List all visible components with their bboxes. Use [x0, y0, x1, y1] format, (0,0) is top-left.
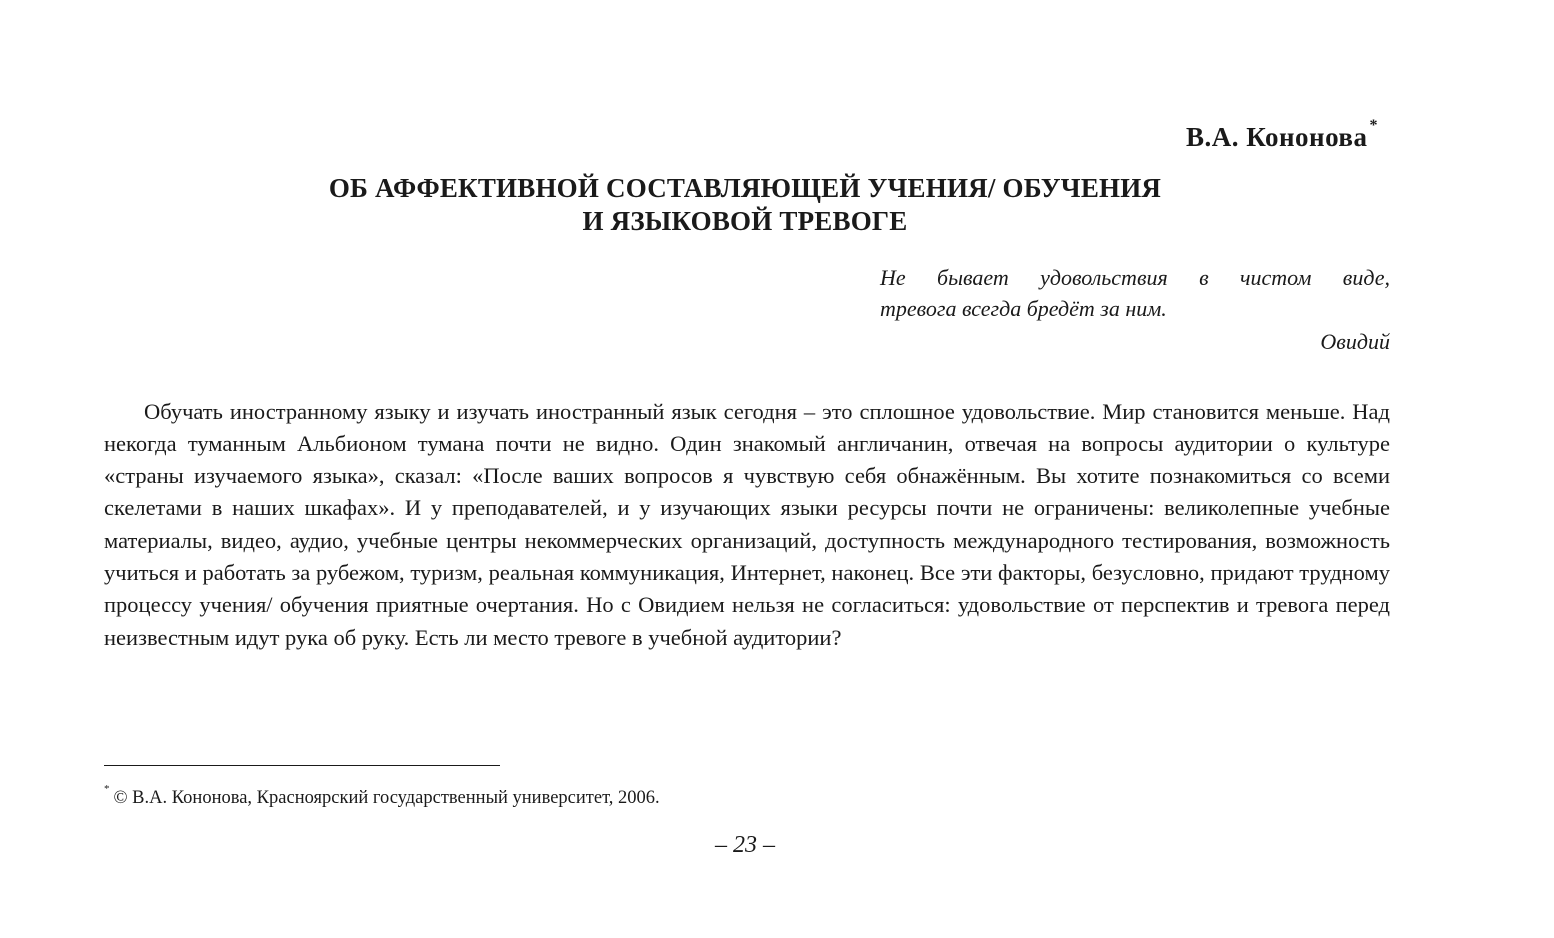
- footnote-text: © В.А. Кононова, Красноярский государственный университет, 2006.: [113, 788, 660, 809]
- epigraph-line-1: Не бывает удовольствия в чистом виде,: [880, 265, 1390, 290]
- author-footnote-mark[interactable]: *: [1369, 117, 1378, 134]
- article-title-line-1: ОБ АФФЕКТИВНОЙ СОСТАВЛЯЮЩЕЙ УЧЕНИЯ/ ОБУЧЕНИЯ: [328, 173, 1162, 203]
- body-paragraph: Обучать иностранному языку и изучать иностранный язык сегодня – это сплошное удовольствие. Мир становится меньше. Над некогда туманным Альбионом тумана почти не видно. Один знакомый англичанин, отвечая на вопросы аудитории о культуре «страны изучаемого языка», сказал: «После ваших вопросов я чувствую себя обнажённым. Вы хотите познакомиться со всеми скелетами в наших шкафах». И у преподавателей, и у изучающих языки ресурсы почти не ограничены: великолепные учебные материалы, видео, аудио, учебные центры некоммерческих организаций, доступность международного тестирования, возможность учиться и работать за рубежом, туризм, реальная коммуникация, Интернет, наконец. Все эти факторы, безусловно, придают трудному процессу учения/ обучения приятные очертания. Но с Овидием нельзя не согласиться: удовольствие от перспектив и тревога перед неизвестным идут рука об руку. Есть ли место тревоге в учебной аудитории?: [104, 398, 1390, 650]
- article-title: [100, 172, 1390, 238]
- author-name-text: В.А. Кононова: [1185, 122, 1368, 152]
- epigraph-attribution: Овидий: [1320, 329, 1390, 354]
- page-number: – 23 –: [715, 832, 775, 858]
- article-title-line-2: И ЯЗЫКОВОЙ ТРЕВОГЕ: [582, 206, 908, 236]
- footnote-divider: [104, 765, 500, 766]
- author-name: [1185, 117, 1378, 153]
- footnote-mark: *: [104, 783, 110, 795]
- epigraph: [880, 262, 1390, 357]
- footnote: [104, 780, 660, 811]
- epigraph-line-2: тревога всегда бредёт за ним.: [880, 296, 1167, 321]
